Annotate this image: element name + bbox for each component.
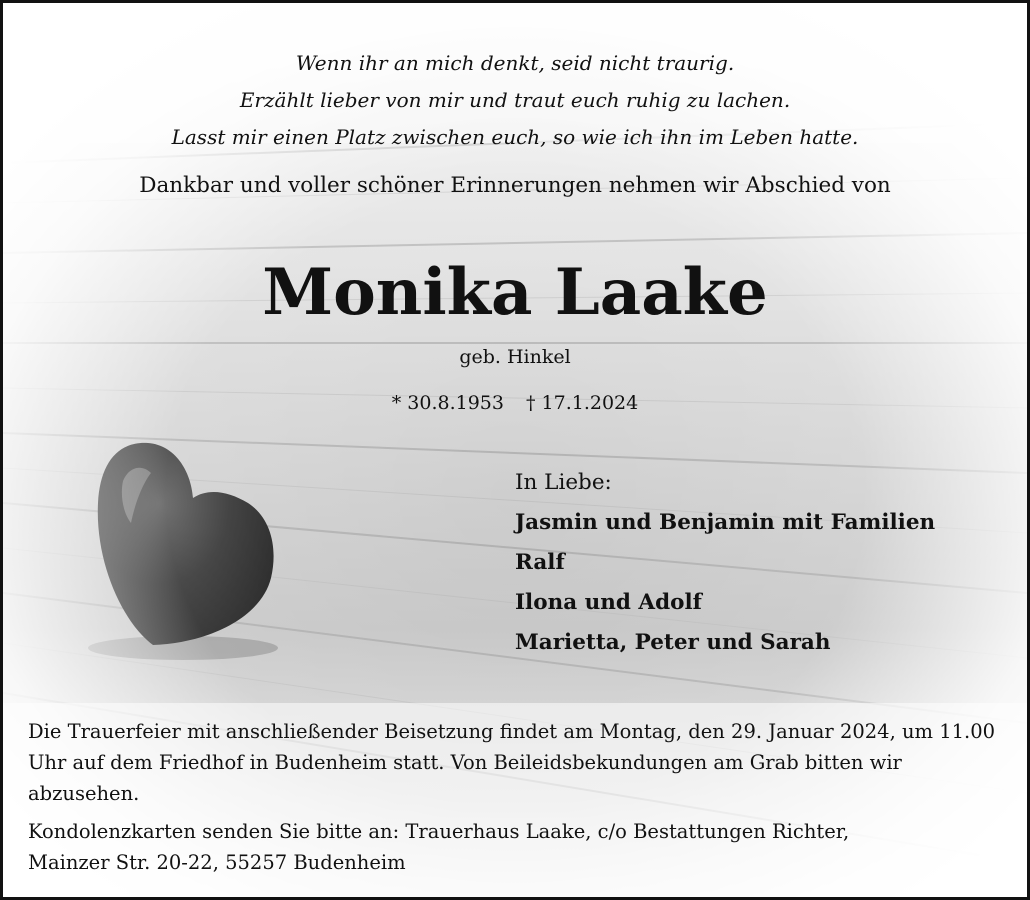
maiden-name: geb. Hinkel (459, 346, 571, 368)
intro-text: Dankbar und voller schöner Erinnerungen nehmen wir Abschied von (139, 173, 891, 198)
family-member: Ralf (515, 550, 565, 575)
condolence-line: Mainzer Str. 20-22, 55257 Budenheim (28, 851, 406, 874)
birth-date: * 30.8.1953 (391, 392, 504, 414)
funeral-notice (28, 716, 1005, 878)
poem-line: Erzählt lieber von mir und traut euch ruhig zu lachen. (239, 88, 791, 112)
poem (3, 45, 1027, 156)
family-member: Jasmin und Benjamin mit Familien (515, 510, 936, 535)
poem-line: Lasst mir einen Platz zwischen euch, so wie ich ihn im Leben hatte. (171, 125, 859, 149)
condolence-address (28, 816, 1005, 878)
family-member: Marietta, Peter und Sarah (515, 630, 831, 655)
family-label: In Liebe: (515, 470, 612, 495)
condolence-line: Kondolenzkarten senden Sie bitte an: Trauerhaus Laake, c/o Bestattungen Richter, (28, 820, 850, 843)
poem-line: Wenn ihr an mich denkt, seid nicht traurig. (295, 51, 735, 75)
deceased-name: Monika Laake (262, 255, 768, 330)
family-member: Ilona und Adolf (515, 590, 702, 615)
family-list (515, 463, 935, 663)
death-date: † 17.1.2024 (526, 392, 639, 414)
funeral-details: Die Trauerfeier mit anschließender Beisetzung findet am Montag, den 29. Januar 2024, um 11.00 Uhr auf dem Friedhof in Budenheim statt. Von Beileidsbekundungen am Grab bitten wir abzusehen. (28, 720, 996, 805)
life-dates (3, 392, 1027, 414)
